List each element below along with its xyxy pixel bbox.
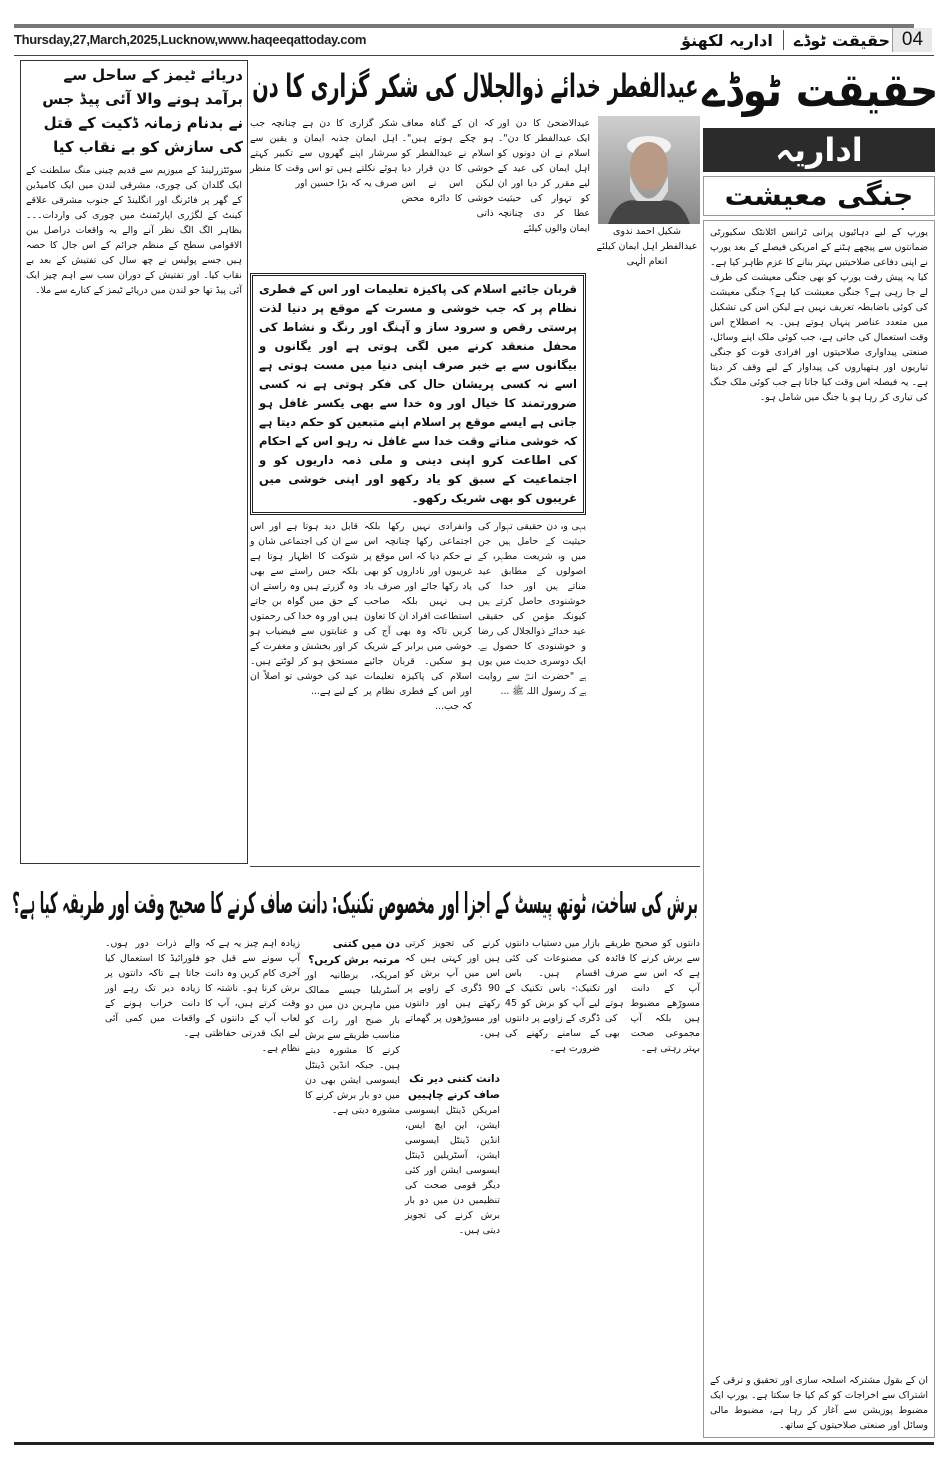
author-photo [598, 116, 700, 224]
article-column: وانفرادی نہیں رکھا بلکہ اجتماعی رکھا چنانچہ اس نے حکم دیا کہ اس موقع پر غریبوں اور ناداروں کو بھی یاد رکھا جائے اور صرف یاد ہی نہیں بلکہ صاحب استطاعت افراد ان کا تعاون کریں تاکہ وہ بھی آج کی خوشی میں برابر کے شریک ہو سکیں۔ قربان جائیے اسلام کی پاکیزہ تعلیمات اور اس کے فطری نظام پر کہ جب... [364, 521, 472, 712]
author-block [594, 116, 700, 269]
article-column [305, 936, 400, 1118]
divider [783, 30, 784, 50]
article-body: سوئٹزرلینڈ کے میوزیم سے قدیم چینی منگ سلطنت کے ایک گلدان کی چوری، مشرقی لندن میں ایک کامیڈین کے گھر پر فائرنگ اور انگلینڈ کے جنوب مشرقی علاقے کینٹ کے لگژری اپارٹمنٹ میں چوری کی واردات۔۔۔ بظاہر الگ الگ نظر آنے والے یہ واقعات دراصل بین الاقوامی سطح کے منظم جرائم کے اس جال کا حصہ ہیں جسے پولیس نے چھ سال کی تفتیش کے بعد بے نقاب کیا۔ اور تفتیش کے دوران سب سے اہم چیز ایک آئی پیڈ تھا جو لندن میں دریائے ٹیمز کے کنارے سے ملا۔ [26, 165, 242, 296]
caption: عیدالفطر اہل ایمان کیلئے انعام الٰہی [596, 241, 698, 267]
author-portrait-icon [598, 116, 700, 224]
subheading: دانت کتنی دیر تک صاف کرنے چاہییں [407, 1073, 500, 1101]
article-paragraph: کرنے کی تجویز کرتی ہیں اور کہتی ہیں کہ اس میں آپ برش کو 90 ڈگری کے زاویے پر رکھتے ہیں اور دانتوں اور مسوڑھوں پر گھماتے ہیں۔ [405, 938, 500, 1039]
editorial-body [703, 220, 935, 1438]
highlight-box: قربان جائیے اسلام کی پاکیزہ تعلیمات اور اس کے فطری نظام پر کہ جب خوشی و مسرت کے موقع پر دنیا لذت پرستی رقص و سرود ساز و آہنگ اور رنگ و نشاط کی محفل منعقد کرنے میں لگی ہوتی ہے اور یگانوں و بیگانوں سے بے خبر صرف اپنی دنیا میں مست ہوتی ہے اسے نہ کسی پریشان حال کی فکر ہوتی ہے نہ کسی ضرورتمند کا خیال اور وہ خدا سے بھی یکسر غافل ہو جاتی ہے ایسے موقع پر اسلام اپنے متبعین کو حکم دیتا ہے کہ خوشی مناتے وقت خدا سے غافل نہ رہو اس کے احکام کی اطاعت کرو اپنی دینی و ملی ذمہ داریوں کو و اجتماعیت کے سبق کو یاد رکھو اور اپنی خوشی میں غریبوں کو بھی شریک رکھو۔ [250, 273, 586, 515]
footer-rule [14, 1442, 934, 1445]
editorial-paragraph: یورپ کے لیے دہائیوں پرانی ٹرانس اٹلانٹک سکیورٹی ضمانتوں سے پیچھے ہٹنے کے امریکی فیصلے کے بعد یورپ نے اپنی دفاعی صلاحیتیں بہتر بنانے کا عزم ظاہر کیا ہے۔ کیا یہ پیش رفت یورپ کو بھی جنگی معیشت کی طرف لے جا رہی ہے؟ جنگی معیشت کیا ہے؟ جنگی معیشت کی کوئی باضابطہ تعریف نہیں ہے لیکن اس کی تشکیل میں متعدد عناصر پنہاں ہوتے ہیں۔ یہ اصطلاح اس وقت استعمال کی جاتی ہے، جب کوئی ملک اپنے وسائل، صنعتی پیداواری صلاحیتوں اور افرادی قوت کو جنگی تیاریوں اور ہتھیاروں کی پیداوار کے لیے وقف کر دیتا ہے۔ یہ فیصلہ اس وقت کیا جاتا ہے جب کوئی ملک جنگ کی تیاری کر رہا ہو یا جنگ میں شامل ہو۔ [710, 227, 928, 403]
article-columns [250, 519, 586, 714]
author-name: شکیل احمد ندوی [613, 226, 681, 237]
intro-col: عیدالاضحیٰ کا دن اور ایک عیدالفطر کا دن"۔ اسلام نے ان دونوں کو اہل ایمان کی عید کے لیے مقرر کر دیا اور ان کو تہوار کی حیثیت عطا کر دی چنانچہ ایمان والوں کیلئے [497, 118, 590, 234]
left-article [20, 60, 248, 864]
divider [250, 866, 700, 867]
section-header [620, 28, 890, 52]
article-paragraph: امریکہ، برطانیہ اور آسٹریلیا جیسے ممالک میں ماہرین دن میں دو بار صبح اور رات کو مناسب طریقے سے برش کرنے کا مشورہ دیتے ہیں۔ جبکہ انڈین ڈینٹل ایسوسی ایشن بھی دن میں دو بار برش کرنے کا مشورہ دیتی ہے۔ [305, 970, 400, 1116]
intro-col: کہ ان کے گناہ معاف ہو چکے ہوتے ہیں"۔ اسلام نے عیدالفطر کو خوشی کا دن قرار دیا لیکن اس نے اس خوشی کا دائرہ محض ذاتی [401, 118, 494, 219]
masthead-wrap [700, 58, 940, 122]
article-headline: دریائے ٹیمز کے ساحل سے برآمد ہونے والا آئی پیڈ جس نے بدنام زمانہ ڈکیت کے قتل کی سازش کو بے نقاب کیا [42, 66, 243, 156]
article-column [405, 936, 500, 1238]
logo: حقیقت ٹوڈے [793, 30, 890, 50]
article-column: قابل دید ہوتا ہے اور اس سے ان کی اجتماعی شان و شوکت کا اظہار ہوتا ہے بلکہ جس راستے سے بھی وہ گزرتے ہیں وہ راستے ان کے حق میں گواہ بن جاتے ہیں اور وہ خدا کی رحمتوں و عنایتوں سے فیضیاب ہو کر اور بخشش و مغفرت کے مستحق ہو کر لوٹتے ہیں۔ عید کی خوشی تو اصلاً ان کے لیے ہے... [250, 521, 358, 697]
photo-caption [594, 224, 700, 269]
masthead: حقیقت ٹوڈے [701, 63, 939, 117]
article-column: دانتوں کو صحیح طریقے سے برش کرنے کا فائدہ ہے کہ اس سے صرف آپ کے دانت اور مسوڑھے مضبوط ہوتے ہیں بلکہ آپ کی مجموعی صحت بھی بہتر رہتی ہے۔ [605, 938, 700, 1054]
section-title: اداریہ لکھنؤ [681, 30, 773, 50]
article-column: والے ذرات دور ہوں۔ فلورائیڈ کا استعمال کیا جاتا ہے تاکہ دانتوں پر زیادہ دیر تک رہے اور دانت خراب ہونے کے واقعات میں کمی آئی ہے۔ [105, 938, 200, 1039]
subheading: دن میں کتنی مرتبہ برش کریں؟ [308, 938, 400, 966]
article-column: زیادہ اہم چیز یہ ہے کہ آپ سونے سے قبل جو آخری کام کریں وہ دانت برش کرنا ہو۔ ناشتہ کا وقت کرتے ہیں، آپ کا لعاب آپ کے دانتوں کے لیے ایک قدرتی حفاظتی نظام ہے۔ [205, 938, 300, 1054]
article-column: بازار میں دستیاب دانتوں کی مصنوعات کی کئی اقسام ہیں۔ باس تکنیک:- باس تکنیک کے لیے آپ کو برش کو 45 ڈگری کے زاویے پر دانتوں کے سامنے رکھنے کی ضرورت ہے۔ [505, 938, 600, 1054]
article-column: یہی وہ دن حقیقی تہوار کی حیثیت کے حامل ہیں جن میں وہ شریعت مطہرہ کے اصولوں کے مطابق عید مناتے ہیں اور خدا کی خوشنودی حاصل کرتے ہیں کیونکہ مؤمن کی حقیقی عید خدائے ذوالجلال کی رضا و خوشنودی کا حصول ہے۔ ایک دوسری حدیث میں یوں ہے "حضرت انسؓ سے روایت ہے کہ رسول اللہ ﷺ ... [478, 521, 586, 697]
editorial-label: اداریہ [703, 128, 935, 172]
page-number: 04 [892, 28, 932, 52]
article-headline: عیدالفطر خدائے ذوالجلال کی شکر گزاری کا دن [251, 67, 699, 105]
editorial-title: جنگی معیشت [703, 176, 935, 216]
intro-col: شکر گزاری کا دن ہے چنانچہ جب اہل ایمان جذبہ ایمان و یقین سے سرشار اپنے گھروں سے تکبیر کہتے ہوئے نکلتے ہیں تو اس وقت کا منظر صرف یہ کہ بڑا حسین اور [250, 118, 398, 189]
article-paragraph: امریکن ڈینٹل ایسوسی ایشن، این ایچ ایس، انڈین ڈینٹل ایسوسی ایشن، آسٹریلین ڈینٹل ایسوسی ایشن اور کئی دیگر قومی صحت کی تنظیمیں دن میں دو بار برش کرنے کی تجویز دیتی ہیں۔ [405, 1105, 500, 1236]
article-headline-wrap [10, 875, 700, 931]
intro-row [250, 116, 700, 269]
eid-article [250, 60, 700, 714]
dateline: Thursday,27,March,2025,Lucknow,www.haqeeqattoday.com [14, 32, 367, 47]
article-headline-wrap [250, 60, 700, 112]
editorial-paragraph: ان کے بقول مشترکہ اسلحہ سازی اور تحقیق و ترقی کے اشتراک سے اخراجات کو کم کیا جا سکتا ہے۔ یورپ ایک مضبوط پوزیشن سے آغاز کر رہا ہے، مضبوط مالی وسائل اور صنعتی صلاحیتوں کے ساتھ۔ [710, 1375, 928, 1431]
divider [14, 55, 934, 56]
article-headline: برش کی ساخت، ٹوتھ پیسٹ کے اجزا اور مخصوص تکنیک: دانت صاف کرنے کا صحیح وقت اور طریقہ کیا ہے؟ [12, 886, 698, 920]
